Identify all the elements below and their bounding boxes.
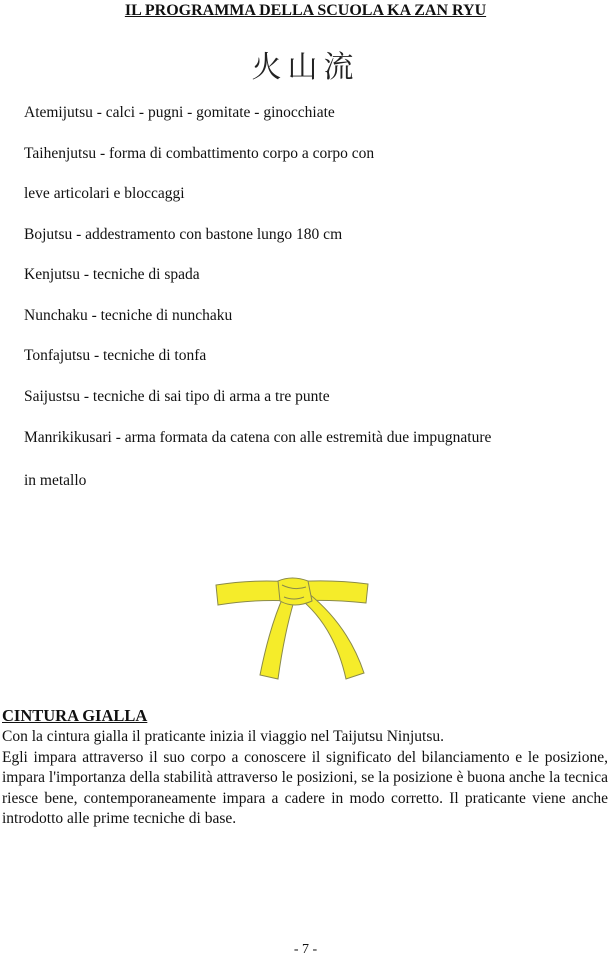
- program-item: Nunchaku - tecniche di nunchaku: [24, 307, 233, 324]
- program-item: Kenjutsu - tecniche di spada: [24, 266, 200, 283]
- program-item: Taihenjutsu - forma di combattimento corpo a corpo con: [24, 145, 375, 162]
- page-number: - 7 -: [293, 942, 318, 957]
- school-kanji: 火山流: [251, 50, 360, 85]
- program-item: Atemijutsu - calci - pugni - gomitate - ginocchiate: [24, 104, 335, 121]
- paragraph: Egli impara attraverso il suo corpo a conoscere il significato del bilanciamento e le posizione, impara l'importanza della stabilità attraverso le posizioni, se la posizione è buona anche la tecnica riesce bene, contemporaneamente impara a cadere in modo corretto. Il praticante viene anche introdotto alle prime tecniche di base.: [2, 748, 608, 828]
- program-item: Tonfajutsu - tecniche di tonfa: [24, 347, 207, 364]
- yellow-belt-icon: [214, 575, 370, 685]
- program-item: Saijustsu - tecniche di sai tipo di arma a tre punte: [24, 388, 330, 405]
- program-item: Bojutsu - addestramento con bastone lungo 180 cm: [24, 226, 343, 243]
- paragraph: Con la cintura gialla il praticante inizia il viaggio nel Taijutsu Ninjutsu.: [2, 728, 444, 745]
- program-item: in metallo: [24, 472, 87, 489]
- section-title: CINTURA GIALLA: [2, 706, 148, 725]
- section-body: [2, 727, 608, 830]
- page-title: IL PROGRAMMA DELLA SCUOLA KA ZAN RYU: [124, 2, 487, 19]
- program-item: Manrikikusari - arma formata da catena con alle estremità due impugnature: [24, 429, 492, 446]
- program-item: leve articolari e bloccaggi: [24, 185, 185, 202]
